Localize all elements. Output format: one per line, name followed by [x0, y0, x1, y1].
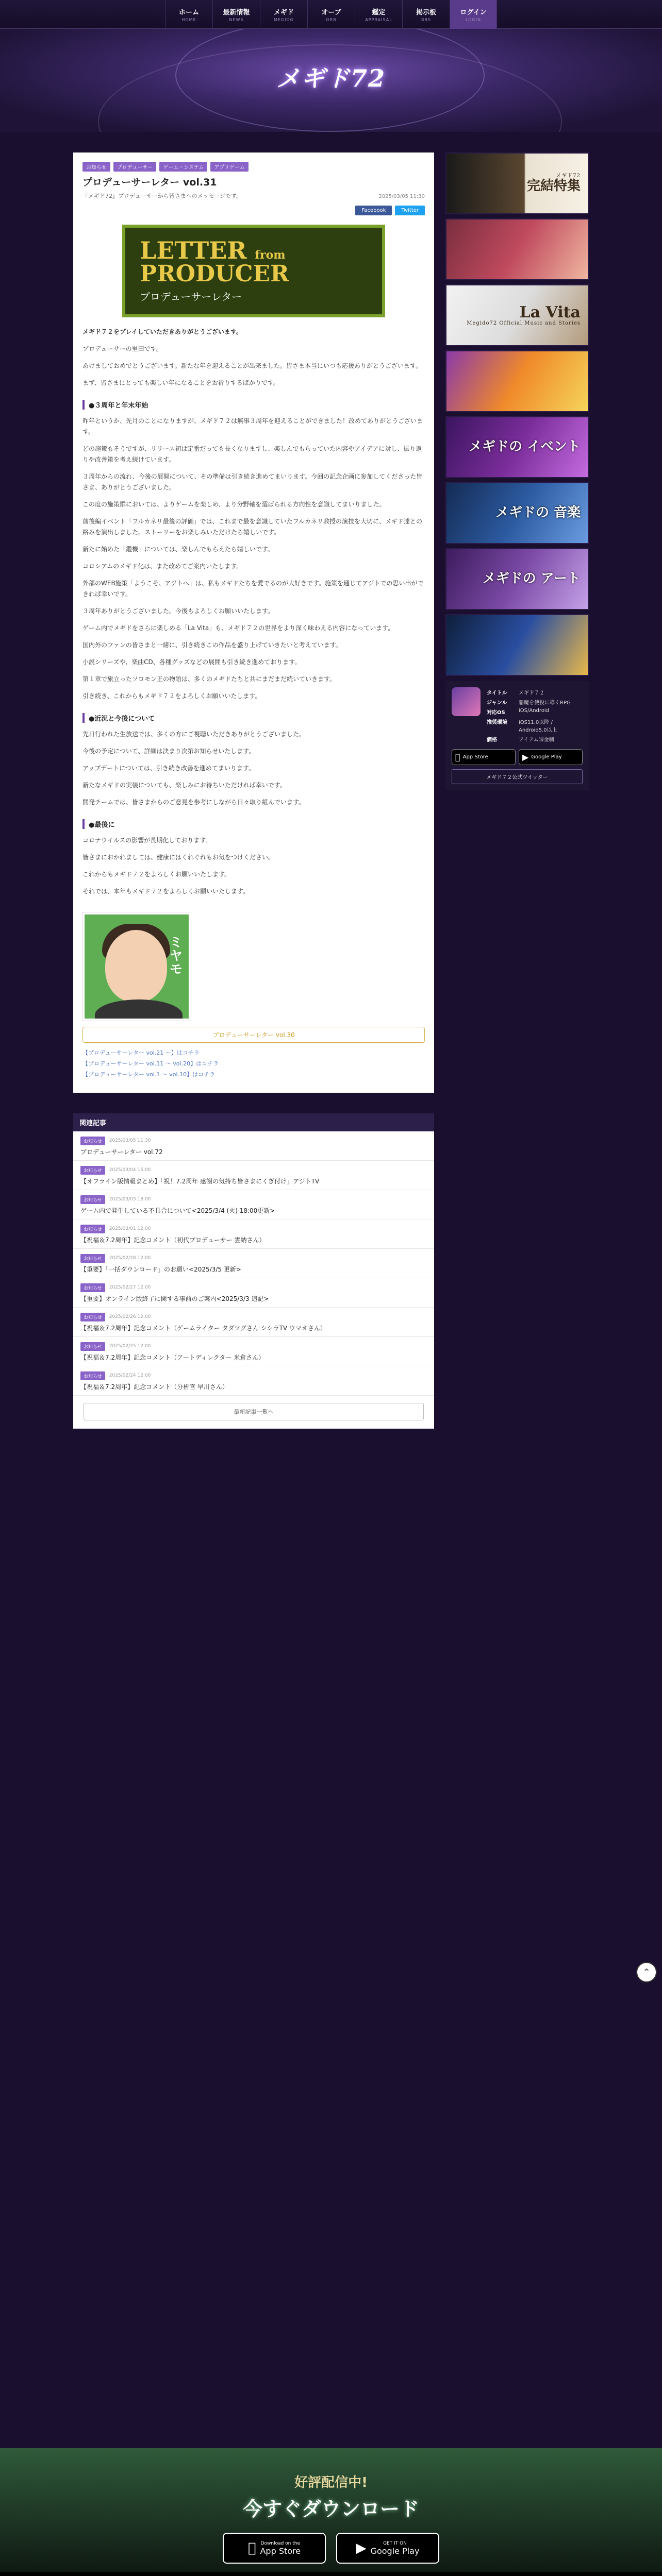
- banner-word-letter: LETTER: [140, 236, 247, 265]
- producer-portrait: [82, 912, 191, 1021]
- page-top-button[interactable]: [636, 1962, 657, 1982]
- news-meta: [80, 1371, 427, 1380]
- banner-title: メギドの イベント: [468, 439, 581, 455]
- download-title: 今すぐダウンロード: [242, 2497, 419, 2520]
- nav-sublabel: BBS: [421, 18, 431, 22]
- banner-sublabel: Megido72 Official Music and Stories: [467, 320, 581, 326]
- archive-link[interactable]: 【プロデューサーレター vol.1 ～ vol.10】はコチラ: [82, 1071, 216, 1078]
- news-item[interactable]: [73, 1278, 434, 1308]
- more-news-button[interactable]: 最新記事一覧へ: [84, 1403, 424, 1420]
- news-category: お知らせ: [80, 1166, 105, 1175]
- banner-title: メギドの 音楽: [495, 505, 581, 521]
- nav-sublabel: HOME: [181, 18, 196, 22]
- news-item[interactable]: [73, 1249, 434, 1278]
- banner-title: 完結特集: [526, 178, 581, 194]
- news-item[interactable]: [73, 1219, 434, 1249]
- portrait-face: [105, 930, 167, 1002]
- nav-label: 最新情報: [223, 9, 250, 16]
- tag[interactable]: アプリゲーム: [210, 162, 248, 172]
- tag[interactable]: お知らせ: [82, 162, 110, 172]
- nav-sublabel: LOGIN: [465, 18, 481, 22]
- banner-sublabel: メギド72: [556, 173, 581, 179]
- news-item[interactable]: [73, 1161, 434, 1190]
- news-item[interactable]: [73, 1308, 434, 1337]
- news-category: お知らせ: [80, 1195, 105, 1204]
- paragraph: どの施策もそうですが、リリース初は定番だっても長くなりますし、楽しんでもらっていた内容やアイデアに対し、振り返りや改善策を考え続けています。: [82, 445, 422, 463]
- nav-label: 掲示板: [416, 9, 436, 16]
- news-meta: [80, 1342, 427, 1351]
- paragraph: 新たに始めた「鑑機」については、楽しんでもらえたら嬉しいです。: [82, 546, 274, 553]
- banner-title: メギドの アート: [482, 571, 581, 587]
- news-title: 【重要】「一括ダウンロード」のお願い<2025/3/5 更新>: [80, 1265, 241, 1273]
- paragraph: ゲーム内でメギドをさらに楽しめる「La Vita」も、メギド７２の世界をより深く味わえる内容になっています。: [82, 624, 394, 632]
- news-date: 2025/02/27 12:00: [109, 1285, 151, 1291]
- news-date: 2025/03/01 12:00: [109, 1226, 151, 1232]
- store-buttons: [452, 749, 583, 765]
- news-meta: [80, 1137, 427, 1145]
- news-meta: [80, 1195, 427, 1204]
- paragraph: プロデューサーの里田です。: [82, 345, 162, 352]
- store-small-text: GET IT ON: [383, 2540, 407, 2546]
- news-meta: [80, 1225, 427, 1233]
- banner-line-3: プロデューサーレター: [140, 290, 242, 303]
- news-meta: [80, 1166, 427, 1175]
- sidebar-banner-2[interactable]: [445, 218, 589, 280]
- main-column: [73, 132, 434, 1429]
- store-label: App Store: [458, 754, 484, 760]
- news-date: 2025/03/03 18:00: [109, 1197, 151, 1202]
- paragraph: 皆さまにおかれましては、健康にはくれぐれもお気をつけください。: [82, 854, 275, 861]
- news-date: 2025/02/26 12:00: [109, 1314, 151, 1320]
- nav-home[interactable]: [165, 0, 212, 29]
- info-value: iOS11.0以降 / Android5.0以上: [519, 720, 557, 733]
- sidebar-banner-events[interactable]: [445, 416, 589, 478]
- info-key: 対応OS: [487, 710, 505, 716]
- sidebar-banner-4[interactable]: [445, 350, 589, 412]
- sidebar-banner-8[interactable]: [445, 614, 589, 676]
- paragraph: 外部のWEB施策「ようこそ、アジトへ」は、私もメギドたちを愛でるのが大好きです。施策を通じてアジトでの思い出ができれば幸いです。: [82, 580, 424, 598]
- paragraph: 第１章で旅立ったソロモン王の物語は、多くのメギドたちと共にまだまだ続いていきます。: [82, 675, 336, 683]
- nav-label: オーブ: [321, 9, 341, 16]
- paragraph: あけましておめでとうございます。新たな年を迎えることが出来ました。皆さま本当にいつも応援ありがとうございます。: [82, 362, 422, 369]
- news-title: 【祝福＆7.2周年】記念コメント（初代プロデューサー 雲納さん）: [80, 1236, 266, 1244]
- banner-word-from: from: [255, 248, 286, 262]
- letter-archive-links: [82, 1048, 425, 1080]
- play-icon: ▶: [522, 752, 529, 762]
- news-category: お知らせ: [80, 1225, 105, 1233]
- download-section: [0, 2448, 662, 2572]
- info-key: タイトル: [487, 690, 507, 696]
- game-info-top: [452, 687, 583, 744]
- news-category: お知らせ: [80, 1137, 105, 1145]
- paragraph: 今後の予定について、詳細は決まり次第お知らせいたします。: [82, 748, 255, 755]
- nav-label: ログイン: [460, 9, 487, 16]
- top-navigation: [0, 0, 662, 29]
- paragraph: 引き続き、これからもメギド７２をよろしくお願いいたします。: [82, 692, 261, 700]
- news-title: 【祝福＆7.2周年】記念コメント（アートディレクター 米倉さん）: [80, 1353, 265, 1361]
- sidebar-banner-lavita[interactable]: [445, 284, 589, 346]
- tag[interactable]: ゲーム・システム: [159, 162, 207, 172]
- banner-label: [527, 174, 581, 193]
- nav-orb[interactable]: [307, 0, 355, 29]
- site-footer: [0, 2572, 662, 2576]
- download-store-buttons: [0, 2533, 662, 2564]
- producer-signature-text: ミヤモ: [167, 935, 183, 975]
- paragraph: 前後編イベント「フルカネリ最後の評価」では、これまで最を意識していたフルカネリ教授の演技を大切に、メギド達との絡みを演出しました。ストーリーをお楽しみいただけたら嬉しいです。: [82, 518, 423, 536]
- news-date: 2025/02/24 12:00: [109, 1373, 151, 1379]
- news-title: 【オフライン版情報まとめ】「祝！7.2周年 感謝の気持ち皆さまにくぎ付け」アジトTV: [80, 1177, 320, 1185]
- news-category: お知らせ: [80, 1342, 105, 1351]
- play-icon: ▶: [356, 2540, 367, 2556]
- nav-appraisal[interactable]: [355, 0, 402, 29]
- nav-sublabel: ORB: [326, 18, 337, 22]
- store-label: Google Play: [531, 754, 562, 760]
- news-title: プロデューサーレター vol.72: [80, 1148, 163, 1156]
- article-date: 2025/03/05 11:30: [378, 194, 425, 199]
- news-item[interactable]: [73, 1131, 434, 1161]
- nav-news[interactable]: [212, 0, 260, 29]
- apple-icon: [248, 2540, 256, 2556]
- store-name: Google Play: [370, 2546, 420, 2556]
- nav-sublabel: MEGIDO: [274, 18, 294, 22]
- store-name: App Store: [256, 2546, 297, 2556]
- nav-bbs[interactable]: [402, 0, 450, 29]
- previous-letter-link[interactable]: プロデューサーレター vol.30: [82, 1027, 425, 1043]
- producer-signature: [82, 912, 425, 1080]
- store-small-text: Download on the: [256, 2540, 296, 2546]
- section-heading: ●最後に: [82, 819, 425, 829]
- article: [73, 152, 434, 1093]
- store-text: [371, 2541, 420, 2556]
- nav-login[interactable]: [450, 0, 497, 29]
- paragraph: コロシアムのメギド化は、また改めてご案内いたします。: [82, 563, 243, 570]
- paragraph: 国内外のファンの皆さまと一緒に、引き続きこの作品を盛り上げていきたいと考えています。: [82, 641, 342, 649]
- news-item[interactable]: [73, 1337, 434, 1366]
- facebook-share-button[interactable]: Facebook: [355, 206, 392, 215]
- paragraph: 先日行われた生放送では、多くの方にご視聴いただきありがとうございました。: [82, 731, 306, 738]
- sidebar-banner-art[interactable]: [445, 548, 589, 610]
- news-title: ゲーム内で発生している不具合について<2025/3/4 (火) 18:00更新>: [80, 1207, 275, 1214]
- chevron-up-icon: ⌃: [642, 1967, 651, 1978]
- archive-link[interactable]: 【プロデューサーレター vol.21 ～】はコチラ: [82, 1049, 200, 1056]
- store-text: [256, 2540, 301, 2556]
- nav-label: メギド: [273, 9, 294, 16]
- twitter-share-button[interactable]: Twitter: [395, 206, 425, 215]
- download-subtitle: 好評配信中!: [294, 2475, 368, 2490]
- info-value: iOS/Android: [519, 708, 550, 714]
- paragraph: この度の施策群においては、よりゲームを楽しめ、より分野軸を選ばられる方向性を意識してまいりました。: [82, 501, 386, 508]
- paragraph: 新たなメギドの実装についても、楽しみにお待ちいただければ幸いです。: [82, 782, 286, 789]
- paragraph: アップデートについては、引き続き改善を進めてまいります。: [82, 765, 255, 772]
- info-key: 価格: [487, 737, 497, 743]
- paragraph: これからもメギド７２をよろしくお願いいたします。: [82, 871, 231, 878]
- paragraph: メギド７２をプレイしていただきありがとうございます。: [82, 328, 242, 335]
- related-articles-heading: 関連記事: [73, 1113, 434, 1131]
- info-key: ジャンル: [487, 700, 507, 706]
- share-buttons: [82, 206, 425, 215]
- news-item[interactable]: [73, 1190, 434, 1219]
- paragraph: 開発チームでは、皆さまからのご意見を参考にしながら日々取り組んでいます。: [82, 799, 305, 806]
- paragraph: コロナウイルスの影響が長期化しております。: [82, 837, 212, 844]
- related-articles: [73, 1113, 434, 1429]
- banner-title: La Vita: [519, 303, 581, 321]
- app-store-download-button[interactable]: [223, 2533, 326, 2564]
- nav-megido[interactable]: [260, 0, 307, 29]
- news-date: 2025/02/28 12:00: [109, 1256, 151, 1261]
- paragraph: ３周年からの流れ、今後の展開について、その準備は引き続き進めてまいります。今回の記念企画に参加してくださった皆さま、ありがとうございました。: [82, 473, 423, 491]
- section-heading: ●近況と今後について: [82, 713, 425, 723]
- info-value: メギド７２: [519, 690, 544, 696]
- nav-label: 鑑定: [372, 9, 386, 16]
- app-store-button[interactable]: [452, 749, 516, 765]
- google-play-download-button[interactable]: [336, 2533, 439, 2564]
- paragraph: それでは、本年もメギド７２をよろしくお願いいたします。: [82, 888, 250, 895]
- tag[interactable]: プロデューサー: [113, 162, 157, 172]
- section-heading: ●３周年と年末年始: [82, 400, 425, 410]
- nav-label: ホーム: [178, 9, 199, 16]
- portrait-body: [95, 999, 183, 1021]
- game-info-table: [485, 687, 583, 744]
- letter-banner: [122, 225, 385, 317]
- news-category: お知らせ: [80, 1283, 105, 1292]
- article-lead: 『メギド72』プロデューサーから皆さまへのメッセージです。: [82, 193, 242, 199]
- tag-list: [82, 162, 425, 172]
- info-value: アイテム課金制: [519, 737, 554, 743]
- news-date: 2025/03/05 11:30: [109, 1138, 151, 1144]
- paragraph: まず、皆さまにとっても楽しい年になることをお祈りするばかりです。: [82, 379, 279, 386]
- news-date: 2025/03/04 15:00: [109, 1167, 151, 1173]
- banner-line-1: [140, 236, 382, 265]
- news-title: 【祝福＆7.2周年】記念コメント（分析官 早川さん）: [80, 1383, 228, 1391]
- app-icon: [452, 687, 481, 716]
- official-twitter-link[interactable]: メギド７２公式ツイッター: [452, 769, 583, 784]
- news-category: お知らせ: [80, 1371, 105, 1380]
- article-title: プロデューサーレター vol.31: [82, 177, 217, 188]
- info-key: 推奨環境: [487, 720, 507, 725]
- paragraph: 小説シリーズや、楽曲CD、各種グッズなどの展開も引き続き進めております。: [82, 658, 301, 666]
- news-meta: [80, 1283, 427, 1292]
- news-category: お知らせ: [80, 1313, 105, 1321]
- game-logo[interactable]: メギド72: [276, 64, 386, 92]
- news-meta: [80, 1254, 427, 1263]
- paragraph: ３周年ありがとうございました。今後もよろしくお願いいたします。: [82, 607, 274, 615]
- google-play-button[interactable]: [519, 749, 583, 765]
- paragraph: 昨年というか、先月のことになりますが、メギド７２は無事３周年を迎えることができました！改めてありがとうございます。: [82, 417, 423, 435]
- apple-icon: [455, 752, 460, 762]
- sidebar-banner-music[interactable]: [445, 482, 589, 544]
- banner-line-2: PRODUCER: [140, 261, 289, 287]
- sidebar: [445, 132, 589, 1429]
- page-body: [73, 132, 589, 1429]
- news-date: 2025/02/25 12:00: [109, 1344, 151, 1349]
- news-category: お知らせ: [80, 1254, 105, 1263]
- info-value: 悪魔を使役に導くRPG: [519, 700, 571, 706]
- sidebar-banner-finale[interactable]: [445, 152, 589, 214]
- banner-label: [467, 304, 581, 326]
- news-meta: [80, 1313, 427, 1321]
- hero-banner: [0, 29, 662, 132]
- game-info-box: [445, 681, 589, 790]
- news-title: 【重要】オンライン版終了に関する事前のご案内<2025/3/3 追記>: [80, 1295, 269, 1302]
- news-title: 【祝福＆7.2周年】記念コメント（ゲームライター タダツグさん シシラTV ウマオさん）: [80, 1324, 326, 1332]
- archive-link[interactable]: 【プロデューサーレター vol.11 ～ vol.20】はコチラ: [82, 1060, 219, 1067]
- nav-sublabel: APPRAISAL: [365, 18, 392, 22]
- news-item[interactable]: [73, 1366, 434, 1396]
- nav-sublabel: NEWS: [229, 18, 244, 22]
